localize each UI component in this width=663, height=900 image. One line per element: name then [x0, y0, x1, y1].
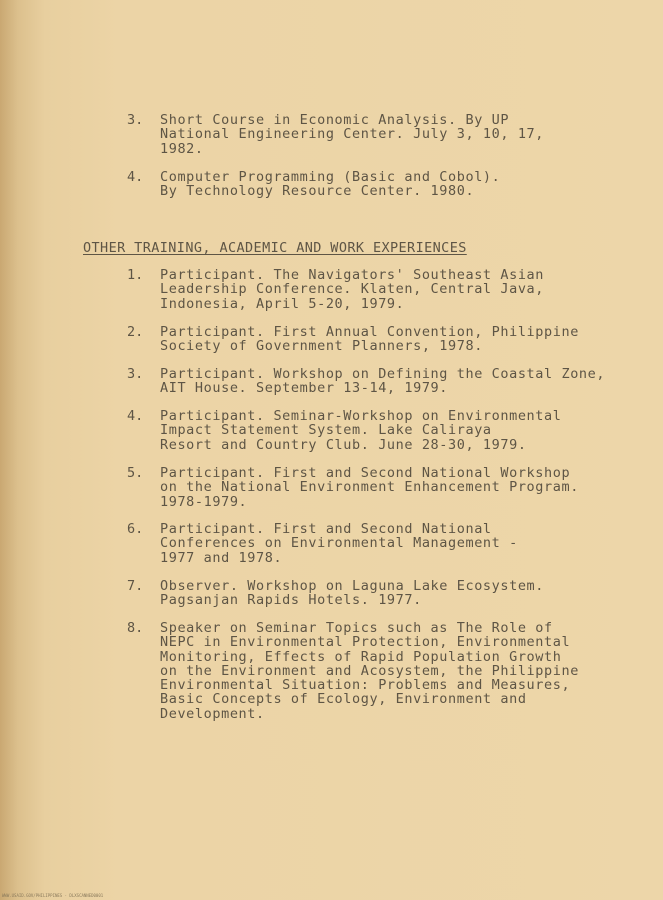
- list-item-text: Observer. Workshop on Laguna Lake Ecosystem. Pagsanjan Rapids Hotels. 1977.: [160, 578, 545, 609]
- list-item-number: 4.: [127, 408, 144, 424]
- list-item-text: Participant. First and Second National Workshop on the National Environment Enhancement Program. 1978-1979.: [160, 465, 579, 510]
- list-item-number: 5.: [127, 465, 144, 481]
- list-item-number: 4.: [127, 169, 144, 185]
- list-item-number: 1.: [127, 267, 144, 283]
- list-item-number: 3.: [127, 366, 144, 382]
- list-item-number: 6.: [127, 521, 144, 537]
- section-heading: OTHER TRAINING, ACADEMIC AND WORK EXPERIENCES: [83, 240, 467, 256]
- list-item-text: Computer Programming (Basic and Cobol). By Technology Resource Center. 1980.: [160, 169, 501, 200]
- list-item-number: 8.: [127, 620, 144, 636]
- list-item-text: Participant. The Navigators' Southeast Asian Leadership Conference. Klaten, Central Java, Indonesia, April 5-20, 1979.: [160, 267, 545, 312]
- list-item-text: Participant. Seminar-Workshop on Environmental Impact Statement System. Lake Caliraya Resort and Country Club. June 28-30, 1979.: [160, 408, 562, 453]
- list-item-number: 7.: [127, 578, 144, 594]
- list-item-number: 2.: [127, 324, 144, 340]
- list-item-number: 3.: [127, 112, 144, 128]
- list-item-text: Participant. First and Second National Conferences on Environmental Management - 1977 and 1978.: [160, 521, 518, 566]
- list-item-text: Short Course in Economic Analysis. By UP National Engineering Center. July 3, 10, 17, 1982.: [160, 112, 545, 157]
- list-item-text: Speaker on Seminar Topics such as The Role of NEPC in Environmental Protection, Environmental Monitoring, Effects of Rapid Population Growth on the Environment and Acosystem, the Philippine Environmental Situation: Problems and Measures, Basic Concepts of Ecology, Environment and Development.: [160, 620, 579, 722]
- list-item-text: Participant. First Annual Convention, Philippine Society of Government Planners, 1978.: [160, 324, 579, 355]
- scan-footer-text: WWW.USAID.GOV/PHILIPPINES · DLXSCANNED0001: [2, 893, 104, 898]
- list-item-text: Participant. Workshop on Defining the Coastal Zone, AIT House. September 13-14, 1979.: [160, 366, 606, 397]
